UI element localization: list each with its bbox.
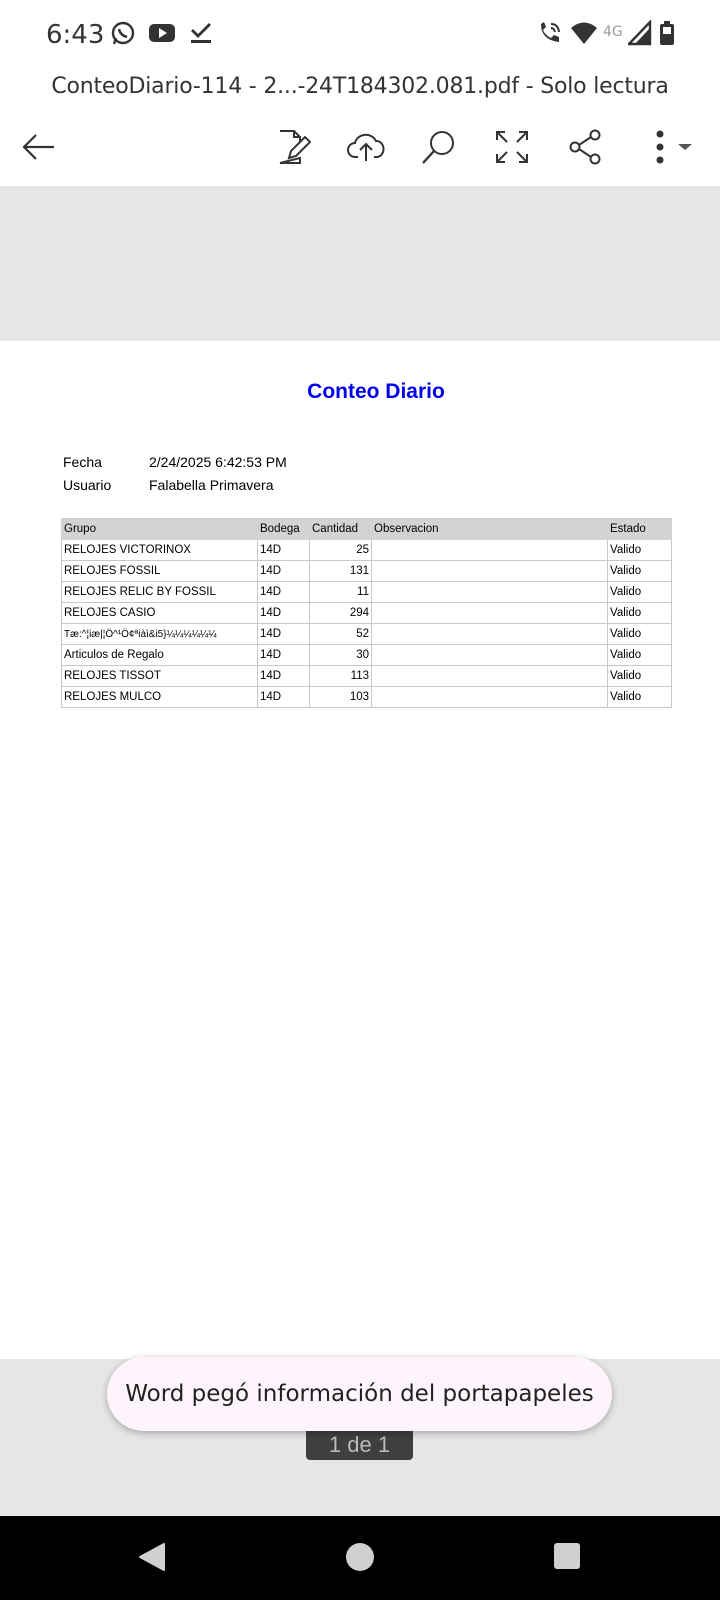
cell-observacion bbox=[372, 666, 608, 687]
cell-bodega: 14D bbox=[258, 582, 310, 603]
count-table bbox=[61, 518, 672, 708]
table-row bbox=[62, 624, 672, 645]
cell-grupo: RELOJES MULCO bbox=[62, 687, 258, 708]
cell-estado: Valido bbox=[608, 603, 672, 624]
document-title-bar bbox=[0, 70, 720, 112]
cell-bodega: 14D bbox=[258, 666, 310, 687]
nav-home-icon[interactable] bbox=[345, 1542, 375, 1577]
back-button[interactable] bbox=[14, 124, 64, 174]
cell-cantidad: 294 bbox=[310, 603, 372, 624]
cloud-upload-button[interactable] bbox=[341, 124, 391, 174]
share-icon bbox=[569, 129, 603, 170]
cell-observacion bbox=[372, 540, 608, 561]
nav-recents-icon[interactable] bbox=[553, 1542, 581, 1575]
nav-back-icon[interactable] bbox=[137, 1542, 167, 1577]
youtube-icon bbox=[148, 20, 176, 51]
back-arrow-icon bbox=[21, 132, 57, 167]
table-row bbox=[62, 687, 672, 708]
system-nav-bar bbox=[0, 1516, 720, 1600]
fecha-label: Fecha bbox=[63, 454, 102, 470]
cell-grupo: RELOJES TISSOT bbox=[62, 666, 258, 687]
pdf-page bbox=[0, 341, 720, 1359]
search-button[interactable] bbox=[414, 124, 464, 174]
search-icon bbox=[421, 129, 457, 170]
table-header-row bbox=[62, 519, 672, 540]
column-header-cantidad: Cantidad bbox=[310, 519, 372, 540]
table-row bbox=[62, 603, 672, 624]
cell-observacion bbox=[372, 687, 608, 708]
more-options-icon bbox=[646, 129, 696, 170]
cell-observacion bbox=[372, 645, 608, 666]
edit-document-icon bbox=[277, 128, 311, 171]
cell-estado: Valido bbox=[608, 624, 672, 645]
table-row bbox=[62, 540, 672, 561]
cell-cantidad: 103 bbox=[310, 687, 372, 708]
download-done-icon bbox=[189, 20, 213, 51]
cell-grupo: Tæ:^¦iæ|¦Ö^¹Ö¢ªiàì&i5}¼¼¼¼¼¼ bbox=[62, 624, 258, 645]
cell-estado: Valido bbox=[608, 666, 672, 687]
signal-icon bbox=[628, 20, 652, 51]
cell-cantidad: 30 bbox=[310, 645, 372, 666]
cell-cantidad: 25 bbox=[310, 540, 372, 561]
report-title: Conteo Diario bbox=[307, 380, 445, 403]
cell-cantidad: 113 bbox=[310, 666, 372, 687]
wifi-call-icon bbox=[537, 20, 563, 51]
cell-grupo: Articulos de Regalo bbox=[62, 645, 258, 666]
usuario-label: Usuario bbox=[63, 477, 112, 493]
battery-icon bbox=[659, 20, 675, 51]
cell-grupo: RELOJES RELIC BY FOSSIL bbox=[62, 582, 258, 603]
cloud-upload-icon bbox=[346, 131, 386, 168]
column-header-bodega: Bodega bbox=[258, 519, 310, 540]
whatsapp-icon bbox=[110, 20, 136, 51]
cell-cantidad: 52 bbox=[310, 624, 372, 645]
column-header-grupo: Grupo bbox=[62, 519, 258, 540]
toast-message: Word pegó información del portapapeles bbox=[125, 1381, 594, 1407]
more-options-button[interactable] bbox=[640, 124, 702, 174]
viewer-background bbox=[0, 186, 720, 341]
cell-observacion bbox=[372, 582, 608, 603]
fecha-value: 2/24/2025 6:42:53 PM bbox=[149, 454, 287, 470]
cell-bodega: 14D bbox=[258, 687, 310, 708]
edit-button[interactable] bbox=[269, 124, 319, 174]
cell-estado: Valido bbox=[608, 561, 672, 582]
wifi-icon bbox=[570, 20, 598, 51]
cell-cantidad: 11 bbox=[310, 582, 372, 603]
network-type-label: 4G bbox=[603, 24, 623, 40]
cell-observacion bbox=[372, 561, 608, 582]
cell-bodega: 14D bbox=[258, 603, 310, 624]
toolbar bbox=[0, 112, 720, 186]
cell-grupo: RELOJES VICTORINOX bbox=[62, 540, 258, 561]
status-time: 6:43 bbox=[46, 20, 105, 50]
usuario-value: Falabella Primavera bbox=[149, 477, 274, 493]
cell-observacion bbox=[372, 603, 608, 624]
fullscreen-button[interactable] bbox=[487, 124, 537, 174]
cell-estado: Valido bbox=[608, 687, 672, 708]
cell-grupo: RELOJES FOSSIL bbox=[62, 561, 258, 582]
cell-observacion bbox=[372, 624, 608, 645]
share-button[interactable] bbox=[561, 124, 611, 174]
cell-bodega: 14D bbox=[258, 645, 310, 666]
table-row bbox=[62, 666, 672, 687]
cell-estado: Valido bbox=[608, 582, 672, 603]
status-bar bbox=[0, 0, 720, 70]
cell-cantidad: 131 bbox=[310, 561, 372, 582]
cell-estado: Valido bbox=[608, 540, 672, 561]
document-title: ConteoDiario-114 - 2...-24T184302.081.pdf - Solo lectura bbox=[51, 74, 669, 99]
page-indicator: 1 de 1 bbox=[306, 1415, 413, 1460]
fullscreen-icon bbox=[495, 130, 529, 169]
cell-bodega: 14D bbox=[258, 561, 310, 582]
column-header-observacion: Observacion bbox=[372, 519, 608, 540]
column-header-estado: Estado bbox=[608, 519, 672, 540]
cell-bodega: 14D bbox=[258, 624, 310, 645]
table-row bbox=[62, 582, 672, 603]
clipboard-toast bbox=[107, 1357, 612, 1431]
table-row bbox=[62, 561, 672, 582]
cell-bodega: 14D bbox=[258, 540, 310, 561]
cell-grupo: RELOJES CASIO bbox=[62, 603, 258, 624]
table-row bbox=[62, 645, 672, 666]
cell-estado: Valido bbox=[608, 645, 672, 666]
